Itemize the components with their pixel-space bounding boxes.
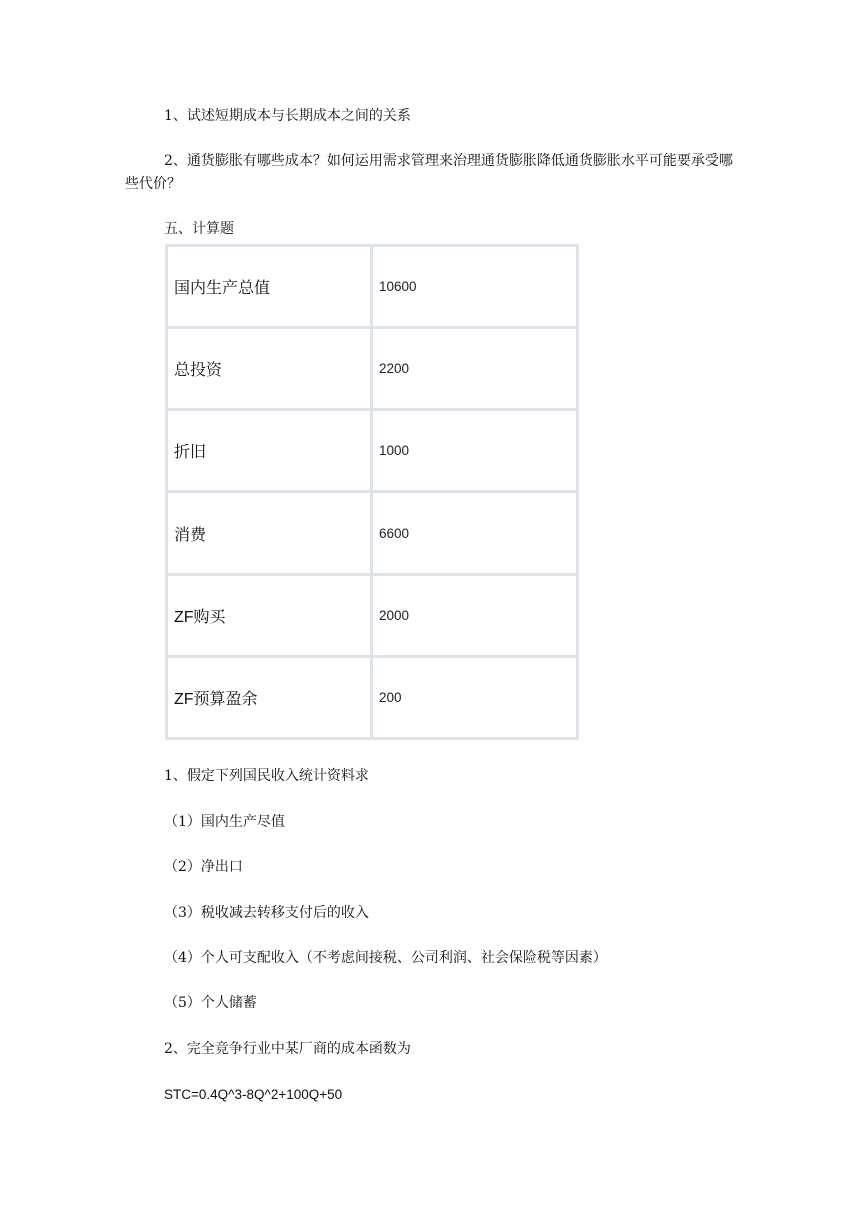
problem-1-item-4: （4）个人可支配收入（不考虑间接税、公司利润、社会保险税等因素） bbox=[164, 950, 607, 966]
table-cell-value: 1000 bbox=[373, 411, 576, 490]
question-2: 2、通货膨胀有哪些成本？如何运用需求管理来治理通货膨胀降低通货膨胀水平可能要承受哪些代价？ bbox=[125, 153, 733, 192]
table-cell-value: 200 bbox=[373, 658, 576, 737]
problem-2-intro: 2、完全竞争行业中某厂商的成本函数为 bbox=[164, 1041, 411, 1057]
problem-1-item-3: （3）税收减去转移支付后的收入 bbox=[164, 905, 369, 921]
question-1: 1、试述短期成本与长期成本之间的关系 bbox=[164, 108, 411, 124]
table-cell-label: 国内生产总值 bbox=[168, 247, 370, 326]
problem-1-intro: 1、假定下列国民收入统计资料求 bbox=[164, 768, 369, 784]
table-cell-label: ZF购买 bbox=[168, 576, 370, 655]
table-cell-value: 10600 bbox=[373, 247, 576, 326]
table-row bbox=[168, 493, 576, 572]
table-cell-label: 消费 bbox=[168, 493, 370, 572]
table-row bbox=[168, 658, 576, 737]
table-cell-label: 总投资 bbox=[168, 329, 370, 408]
table-cell-value: 2200 bbox=[373, 329, 576, 408]
problem-1-item-2: （2）净出口 bbox=[164, 859, 243, 875]
table-row bbox=[168, 576, 576, 655]
section-title: 五、计算题 bbox=[164, 221, 234, 237]
problem-1-item-1: （1）国内生产尽值 bbox=[164, 814, 285, 830]
table-row bbox=[168, 329, 576, 408]
table-cell-value: 6600 bbox=[373, 493, 576, 572]
statistics-table bbox=[165, 244, 579, 740]
table-row bbox=[168, 247, 576, 326]
table-cell-label: 折旧 bbox=[168, 411, 370, 490]
table-cell-value: 2000 bbox=[373, 576, 576, 655]
table-row bbox=[168, 411, 576, 490]
table-cell-label: ZF预算盈余 bbox=[168, 658, 370, 737]
problem-1-item-5: （5）个人储蓄 bbox=[164, 995, 257, 1011]
problem-2-formula: STC=0.4Q^3-8Q^2+100Q+50 bbox=[164, 1087, 343, 1102]
